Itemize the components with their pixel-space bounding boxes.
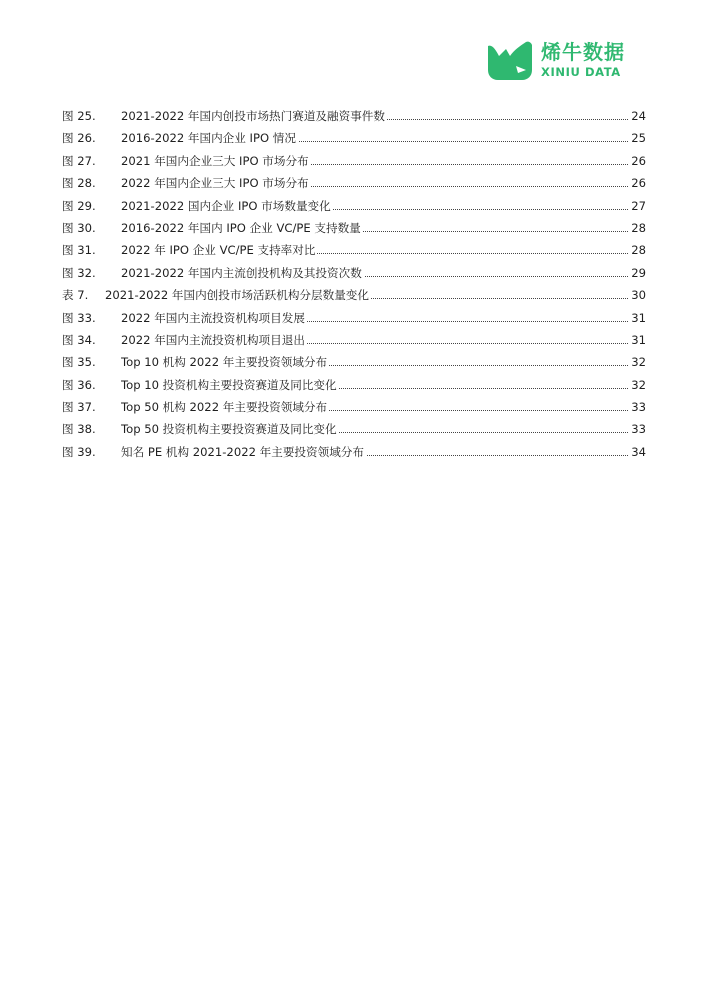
toc-entry-title: 2021-2022 年国内主流创投机构及其投资次数 bbox=[121, 265, 362, 280]
toc-entry-title: 2022 年国内企业三大 IPO 市场分布 bbox=[121, 176, 309, 191]
toc-entry-label: 图 37. bbox=[62, 400, 96, 415]
toc-entry-page-number: 24 bbox=[628, 107, 646, 125]
toc-entry-title: 2022 年国内主流投资机构项目退出 bbox=[121, 332, 305, 347]
toc-entry-title-wrap bbox=[121, 420, 628, 438]
toc-entry[interactable] bbox=[62, 264, 646, 286]
toc-entry-page-number: 26 bbox=[628, 152, 646, 170]
toc-entry-page-number: 26 bbox=[628, 174, 646, 192]
toc-entry-title: 2016-2022 年国内 IPO 企业 VC/PE 支持数量 bbox=[121, 220, 361, 235]
toc-entry-title: 2016-2022 年国内企业 IPO 情况 bbox=[121, 131, 296, 146]
toc-entry[interactable] bbox=[62, 331, 646, 353]
toc-entry-label: 图 34. bbox=[62, 332, 96, 347]
toc-entry-title: 知名 PE 机构 2021-2022 年主要投资领域分布 bbox=[121, 444, 364, 459]
toc-entry-label: 图 32. bbox=[62, 265, 96, 280]
toc-entry-label: 图 35. bbox=[62, 355, 96, 370]
toc-entry-title: 2021-2022 国内企业 IPO 市场数量变化 bbox=[121, 198, 331, 213]
toc-entry-page-number: 31 bbox=[628, 309, 646, 327]
toc-entry-page-number: 32 bbox=[628, 376, 646, 394]
brand-logo bbox=[486, 40, 646, 84]
toc-entry-page-number: 25 bbox=[628, 129, 646, 147]
toc-entry[interactable] bbox=[62, 398, 646, 420]
toc-entry[interactable] bbox=[62, 174, 646, 196]
toc-entry-label: 图 27. bbox=[62, 153, 96, 168]
toc-entry-title: Top 10 投资机构主要投资赛道及同比变化 bbox=[121, 377, 337, 392]
toc-entry-title-wrap bbox=[121, 353, 628, 371]
toc-entry-title-wrap bbox=[121, 309, 628, 327]
logo-chinese-text: 烯牛数据 bbox=[541, 40, 625, 64]
toc-entry-label: 图 28. bbox=[62, 176, 96, 191]
toc-entry[interactable] bbox=[62, 241, 646, 263]
toc-entry-title-wrap bbox=[121, 129, 628, 147]
toc-entry-page-number: 33 bbox=[628, 398, 646, 416]
toc-entry-page-number: 33 bbox=[628, 420, 646, 438]
toc-entry[interactable] bbox=[62, 197, 646, 219]
toc-entry-title-wrap bbox=[121, 197, 628, 215]
toc-entry-title-wrap bbox=[121, 398, 628, 416]
toc-entry-label: 图 26. bbox=[62, 131, 96, 146]
toc-entry-title: 2022 年 IPO 企业 VC/PE 支持率对比 bbox=[121, 243, 316, 258]
toc-entry-label: 图 29. bbox=[62, 198, 96, 213]
toc-entry-title-wrap bbox=[121, 376, 628, 394]
toc-entry[interactable] bbox=[62, 353, 646, 375]
toc-entry[interactable] bbox=[62, 107, 646, 129]
toc-entry-title-wrap bbox=[121, 152, 628, 170]
toc-entry-label: 表 7. bbox=[62, 288, 89, 303]
toc-entry-title: 2021 年国内企业三大 IPO 市场分布 bbox=[121, 153, 309, 168]
toc-entry-title: Top 50 投资机构主要投资赛道及同比变化 bbox=[121, 422, 337, 437]
toc-entry-label: 图 33. bbox=[62, 310, 96, 325]
toc-entry-title-wrap bbox=[121, 264, 628, 282]
toc-entry-title: 2021-2022 年国内创投市场热门赛道及融资事件数 bbox=[121, 109, 385, 123]
toc-entry-label: 图 31. bbox=[62, 243, 96, 258]
toc-entry[interactable] bbox=[62, 420, 646, 442]
toc-entry-label: 图 30. bbox=[62, 220, 96, 235]
toc-entry-title-wrap bbox=[105, 286, 628, 304]
toc-entry-page-number: 27 bbox=[628, 197, 646, 215]
toc-entry[interactable] bbox=[62, 309, 646, 331]
toc-entry[interactable] bbox=[62, 286, 646, 308]
toc-entry-page-number: 32 bbox=[628, 353, 646, 371]
toc-entry[interactable] bbox=[62, 443, 646, 465]
toc-entry-page-number: 34 bbox=[628, 443, 646, 461]
table-of-figures bbox=[62, 107, 646, 465]
toc-entry-title-wrap bbox=[121, 241, 628, 259]
toc-entry-title-wrap bbox=[121, 174, 628, 192]
toc-entry-page-number: 28 bbox=[628, 219, 646, 237]
toc-entry-title: 2021-2022 年国内创投市场活跃机构分层数量变化 bbox=[105, 288, 369, 303]
toc-entry-label: 图 36. bbox=[62, 377, 96, 392]
toc-entry[interactable] bbox=[62, 376, 646, 398]
toc-entry-page-number: 28 bbox=[628, 241, 646, 259]
toc-entry[interactable] bbox=[62, 129, 646, 151]
logo-english-text: XINIU DATA bbox=[541, 65, 621, 79]
toc-entry-page-number: 29 bbox=[628, 264, 646, 282]
toc-entry-title: 2022 年国内主流投资机构项目发展 bbox=[121, 310, 305, 325]
toc-entry-label: 图 25. bbox=[62, 109, 96, 123]
toc-entry[interactable] bbox=[62, 152, 646, 174]
toc-entry-page-number: 30 bbox=[628, 286, 646, 304]
toc-entry-title-wrap bbox=[121, 443, 628, 461]
toc-entry-title-wrap bbox=[121, 331, 628, 349]
toc-entry-title: Top 10 机构 2022 年主要投资领域分布 bbox=[121, 355, 328, 370]
toc-entry-title-wrap bbox=[121, 219, 628, 237]
toc-entry-label: 图 39. bbox=[62, 444, 96, 459]
toc-entry[interactable] bbox=[62, 219, 646, 241]
toc-entry-title: Top 50 机构 2022 年主要投资领域分布 bbox=[121, 400, 328, 415]
toc-entry-label: 图 38. bbox=[62, 422, 96, 437]
rhino-logo-icon bbox=[486, 40, 534, 82]
toc-entry-page-number: 31 bbox=[628, 331, 646, 349]
toc-entry-title-wrap bbox=[121, 107, 628, 125]
